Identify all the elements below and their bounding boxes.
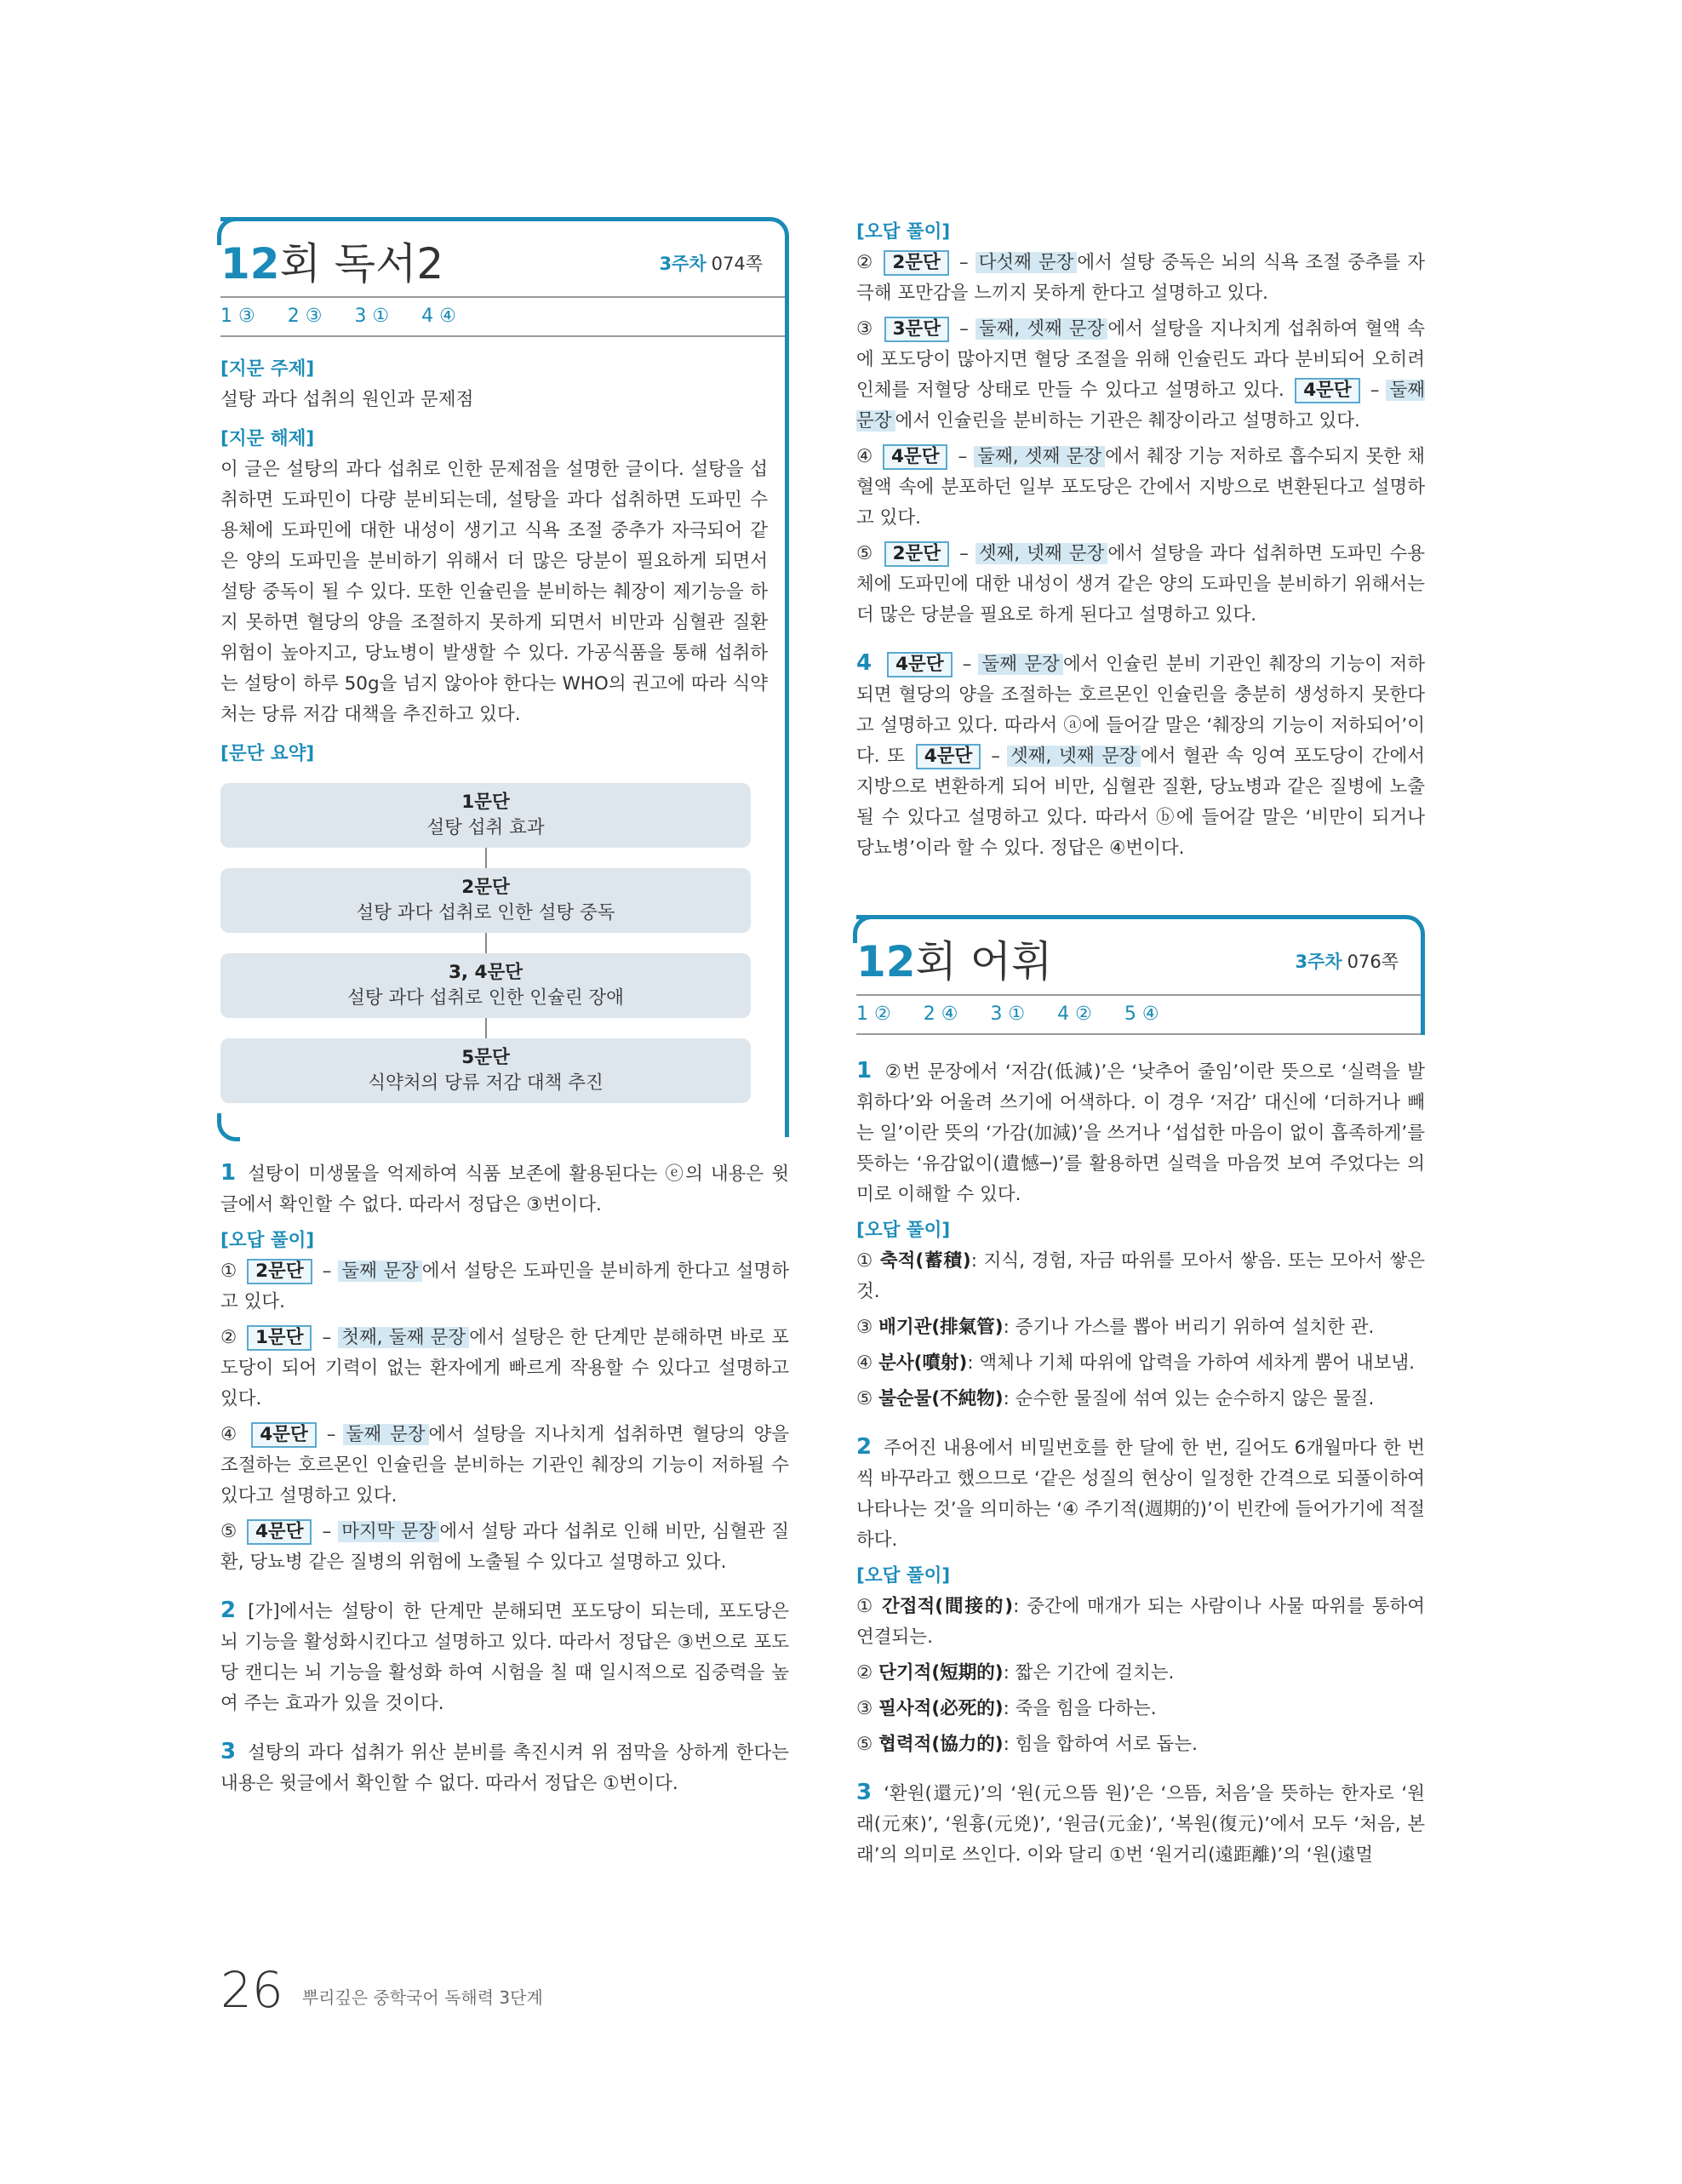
vocab-item: ③ 필사적(必死的): 죽을 힘을 다하는. [856,1698,1157,1719]
vocab-section-box [856,915,1425,1035]
flow-box: 5문단 식약처의 당류 저감 대책 추진 [220,1038,751,1103]
vocab-item: ④ 분사(噴射): 액체나 기체 따위에 압력을 가하여 세차게 뿜어 내보냄. [856,1352,1416,1374]
question-4-explanation: 4 4문단 – 둘째 문장 에서 인슐린 분비 기관인 췌장의 기능이 저하되면 혈당의 양을 조절하는 호르몬인 인슐린을 충분히 생성하지 못한다고 설명하고 있다. 따라서 ⓐ에 들어갈 말은 ‘췌장의 기능이 저하되어’이다. 또 4문단 – 셋째, 넷째 문장 에서 혈관 속 잉여 포도당이 간에서 지방으로 변환하게 되어 비만, 심혈관 질환, 당뇨병과 같은 질병에 노출될 수 있다고 설명하고 있다. 따라서 ⓑ에 들어갈 말은 ‘비만이 되거나 당뇨병’이라 할 수 있다. 정답은 ④번이다. [856,650,1425,859]
wrong-answer-item: ③ 3문단 – 둘째, 셋째 문장 에서 설탕을 지나치게 섭취하여 혈액 속에 포도당이 많아지면 혈당 조절을 위해 인슐린도 과다 분비되어 오히려 인체를 저혈당 상태로 만들 수 있다고 설명하고 있다. 4문단 – 둘째 문장 에서 인슐린을 분비하는 기관은 췌장이라고 설명하고 있다. [856,318,1425,432]
question-2-explanation: 2 [가]에서는 설탕이 한 단계만 분해되면 포도당이 되는데, 포도당은 뇌 기능을 활성화시킨다고 설명하고 있다. 따라서 정답은 ③번으로 포도당 캔디는 뇌 기능을 활성화 하여 시험을 칠 때 일시적으로 집중력을 높여 주는 효과가 있을 것이다. [220,1598,789,1714]
vocab-question-3: 3 ‘환원(還元)’의 ‘원(元으뜸 원)’은 ‘으뜸, 처음’을 뜻하는 한자로 ‘원래(元來)’, ‘원흉(元兇)’, ‘원금(元金)’, ‘복원(復元)’에서 모두 ‘처음, 본래’의 의미로 쓰인다. 이와 달리 ①번 ‘원거리(遠距離)’의 ‘원(遠멀 [856,1780,1425,1866]
flow-connector [485,1018,487,1038]
answer-key: 1 ③ 2 ③ 3 ① 4 ④ [220,296,785,337]
vocab-item: ① 간접적(間接的): 중간에 매개가 되는 사람이나 사물 따위를 통하여 연결되는. [856,1596,1426,1648]
left-column [220,217,789,1799]
wrong-answer-heading: [오답 풀이] [856,221,951,243]
box-corner [853,915,876,943]
box-corner [217,1113,240,1141]
question-3-explanation: 3 설탕의 과다 섭취가 위산 분비를 촉진시켜 위 점막을 상하게 한다는 내용은 윗글에서 확인할 수 없다. 따라서 정답은 ①번이다. [220,1739,789,1794]
section-title: 12회 어휘 [856,937,1053,986]
wrong-answer-item: ② 1문단 – 첫째, 둘째 문장 에서 설탕은 한 단계만 분해하면 바로 포도당이 되어 기력이 없는 환자에게 빠르게 작용할 수 있다고 설명하고 있다. [220,1327,790,1409]
box-corner [217,217,240,245]
analysis-heading: [지문 해제] [220,428,315,449]
vocab-item: ⑤ 불순물(不純物): 순수한 물질에 섞여 있는 순수하지 않은 물질. [856,1388,1375,1409]
box-content [220,354,785,1137]
page-number: 26 [220,1961,283,2019]
wrong-answer-heading: [오답 풀이] [220,1230,315,1251]
vocab-question-2: 2 주어진 내용에서 비밀번호를 한 달에 한 번, 길어도 6개월마다 한 번씩 바꾸라고 했으므로 ‘같은 성질의 현상이 일정한 간격으로 되풀이하여 나타나는 것’을 의미하는 ‘④ 주기적(週期的)’이 빈칸에 들어가기에 적절하다. [856,1434,1425,1551]
flow-connector [485,848,487,868]
vocab-item: ③ 배기관(排氣管): 증기나 가스를 뽑아 버리기 위하여 설치한 관. [856,1317,1375,1338]
wrong-answer-heading: [오답 풀이] [856,1220,951,1241]
page-reference: 3주차 074쪽 [659,254,763,274]
flow-box: 2문단 설탕 과다 섭취로 인한 설탕 중독 [220,868,751,933]
wrong-answer-item: ② 2문단 – 다섯째 문장 에서 설탕 중독은 뇌의 식욕 조절 중추를 자극해 포만감을 느끼지 못하게 한다고 설명하고 있다. [856,252,1426,304]
wrong-answer-heading: [오답 풀이] [856,1565,951,1587]
wrong-answer-item: ④ 4문단 – 둘째 문장 에서 설탕을 지나치게 섭취하면 혈당의 양을 조절하는 호르몬인 인슐린을 분비하는 기관인 췌장의 기능이 저하될 수 있다고 설명하고 있다. [220,1424,789,1507]
topic-text: 설탕 과다 섭취의 원인과 문제점 [220,389,474,410]
wrong-answer-item: ④ 4문단 – 둘째, 셋째 문장 에서 췌장 기능 저하로 흡수되지 못한 채 혈액 속에 분포하던 일부 포도당은 간에서 지방으로 변환된다고 설명하고 있다. [856,446,1426,529]
wrong-answer-item: ⑤ 2문단 – 셋째, 넷째 문장 에서 설탕을 과다 섭취하면 도파민 수용체에 도파민에 대한 내성이 생겨 같은 양의 도파민을 분비하기 위해서는 더 많은 당분을 필요로 하게 된다고 설명하고 있다. [856,543,1425,626]
paragraph-flow [220,783,768,1103]
flow-connector [485,933,487,953]
section-title: 12회 독서2 [220,239,444,289]
right-column [856,217,1425,1871]
reading-section-box [220,217,789,1137]
flow-box: 3, 4문단 설탕 과다 섭취로 인한 인슐린 장애 [220,953,751,1018]
vocab-item: ② 단기적(短期的): 짧은 기간에 걸치는. [856,1662,1175,1684]
section-header [856,938,1421,994]
wrong-answer-item: ① 2문단 – 둘째 문장 에서 설탕은 도파민을 분비하게 한다고 설명하고 있다. [220,1261,789,1312]
answer-key: 1 ② 2 ④ 3 ① 4 ② 5 ④ [856,994,1421,1035]
question-1-explanation: 1 설탕이 미생물을 억제하여 식품 보존에 활용된다는 ⓔ의 내용은 윗글에서 확인할 수 없다. 따라서 정답은 ③번이다. [220,1160,789,1215]
section-header [220,240,785,296]
topic-heading: [지문 주제] [220,358,315,380]
vocab-item: ① 축적(蓄積): 지식, 경험, 자금 따위를 모아서 쌓음. 또는 모아서 쌓은 것. [856,1250,1425,1302]
flow-box: 1문단 설탕 섭취 효과 [220,783,751,848]
wrong-answer-item: ⑤ 4문단 – 마지막 문장 에서 설탕 과다 섭취로 인해 비만, 심혈관 질환, 당뇨병 같은 질병의 위험에 노출될 수 있다고 설명하고 있다. [220,1521,790,1573]
vocab-item: ⑤ 협력적(協力的): 힘을 합하여 서로 돕는. [856,1734,1198,1755]
page-reference: 3주차 076쪽 [1295,952,1399,972]
vocab-question-1: 1 ②번 문장에서 ‘저감(低減)’은 ‘낮추어 줄임’이란 뜻으로 ‘실력을 발휘하다’와 어울려 쓰기에 어색하다. 이 경우 ‘저감’ 대신에 ‘더하거나 빼는 일’이란 뜻의 ‘가감(加減)’을 쓰거나 ‘섭섭한 마음이 없이 흡족하게’를 뜻하는 ‘유감없이(遺憾─)’를 활용하면 실력을 마음껏 보여 주었다는 의미로 이해할 수 있다. [856,1058,1425,1205]
book-title: 뿌리깊은 중학국어 독해력 3단계 [301,1987,543,2008]
page-footer [220,1961,543,2019]
analysis-text: 이 글은 설탕의 과다 섭취로 인한 문제점을 설명한 글이다. 설탕을 섭취하면 도파민이 다량 분비되는데, 설탕을 과다 섭취하면 도파민 수용체에 도파민에 대한 내성이 생기고 식욕 조절 중추가 자극되어 같은 양의 도파민을 분비하기 위해서 더 많은 당분이 필요하게 되면서 설탕 중독이 될 수 있다. 또한 인슐린을 분비하는 췌장이 제기능을 하지 못하면 혈당의 양을 조절하지 못하게 되면서 비만과 심혈관 질환 위험이 높아지고, 당뇨병이 발생할 수 있다. 가공식품을 통해 섭취하는 설탕이 하루 50g을 넘지 않아야 한다는 WHO의 권고에 따라 식약처는 당류 저감 대책을 추진하고 있다. [220,459,768,725]
summary-heading: [문단 요약] [220,743,315,764]
